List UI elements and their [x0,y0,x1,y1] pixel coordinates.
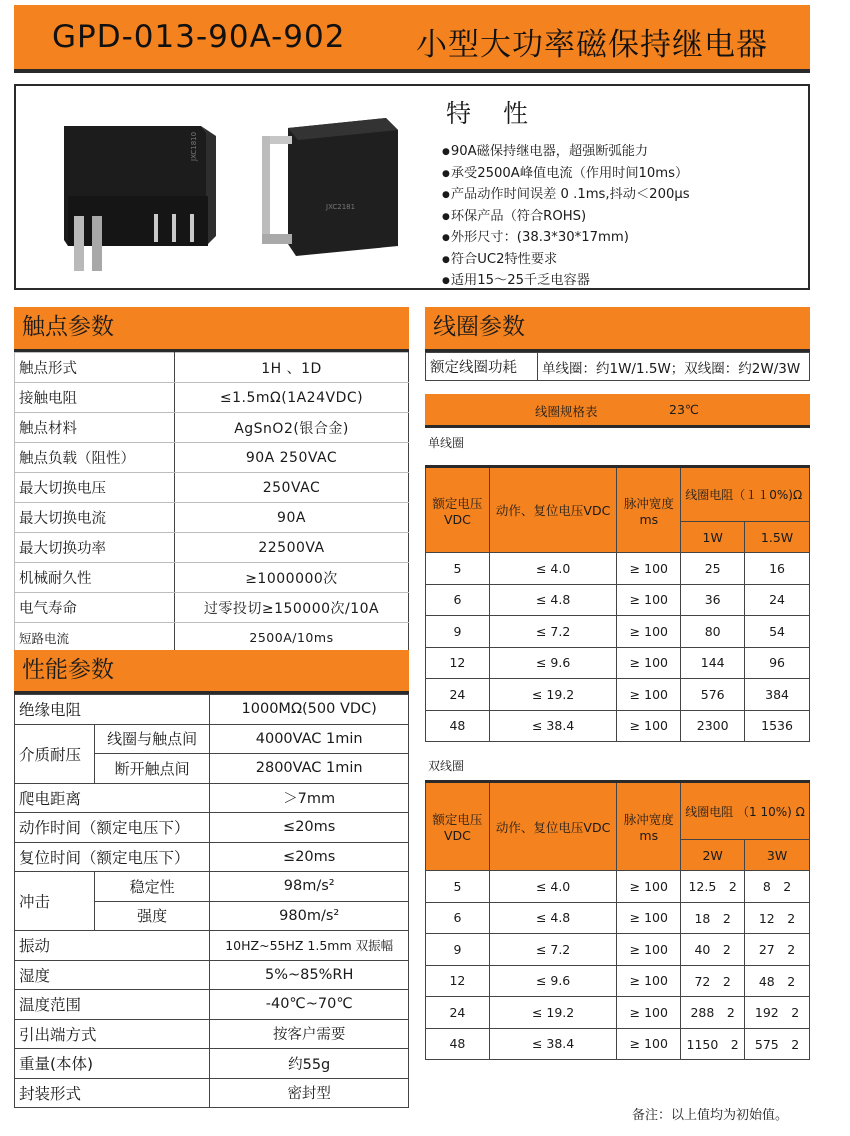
footnote: 备注：以上值均为初始值。 [632,1108,789,1123]
table-cell: 封装形式 [15,1078,210,1108]
table-cell: ≤20ms [210,842,409,872]
feature-item: ● 产品动作时间误差 0 .1ms,抖动＜200μs [442,185,690,207]
table-cell: 接触电阻 [15,383,175,413]
table-cell: 6 [426,902,490,934]
table-cell: ≤ 7.2 [489,934,617,966]
table-cell: ≥ 100 [617,1028,681,1060]
table-row [15,931,409,961]
table-cell: ≤ 19.2 [489,997,617,1029]
table-row [426,553,810,585]
table-cell: 5%~85%RH [210,960,409,990]
table-header: 线圈电阻 （1 10%) Ω [681,782,810,840]
table-cell: -40℃~70℃ [210,990,409,1020]
table-cell: 触点负载（阻性） [15,443,175,473]
table-cell: 22500VA [175,533,409,563]
table-cell: 介质耐压 [15,724,95,783]
table-header: 1.5W [745,522,810,553]
feature-title: 特 性 [446,99,540,128]
table-header: 脉冲宽度ms [617,782,681,871]
coil-spec-title: 线圈规格表 [535,404,598,419]
table-cell: 电气寿命 [15,593,175,623]
table-row [15,1078,409,1108]
svg-text:JXC2181: JXC2181 [326,203,356,211]
table-cell: AgSnO2(银合金) [175,413,409,443]
table-cell: 断开触点间 [94,754,210,784]
table-cell: 9 [426,616,490,648]
table-cell: ≥ 100 [617,553,681,585]
table-row [15,1019,409,1049]
table-cell: ≥ 100 [617,710,681,742]
table-cell: 48 2 [745,965,810,997]
table-cell: 6 [426,584,490,616]
table-row [426,902,810,934]
single-coil-table [425,465,810,742]
table-cell: 5 [426,553,490,585]
table-header: 动作、复位电压VDC [489,467,617,553]
table-row [426,965,810,997]
single-coil-label: 单线圈 [428,436,465,450]
table-cell: 爬电距离 [15,783,210,813]
table-row [15,1049,409,1079]
table-cell: 288 2 [681,997,745,1029]
table-cell: 1000MΩ(500 VDC) [210,695,409,725]
table-row [426,353,810,381]
table-cell: ≤ 9.6 [489,647,617,679]
table-cell: 144 [681,647,745,679]
table-cell: ≤ 4.8 [489,902,617,934]
relay-photo [26,96,436,280]
relay-front-image [64,126,216,271]
table-row [426,782,810,840]
table-cell: ≤ 4.8 [489,584,617,616]
table-cell: 振动 [15,931,210,961]
feature-item: ● 承受2500A峰值电流（作用时间10ms） [442,164,690,186]
table-cell: ≥ 100 [617,679,681,711]
table-cell: 40 2 [681,934,745,966]
table-row [426,1028,810,1060]
table-cell: 稳定性 [94,872,210,902]
table-row [15,413,409,443]
feature-item: ● 90A磁保持继电器，超强断弧能力 [442,142,690,164]
table-row [426,710,810,742]
table-cell: ＞7mm [210,783,409,813]
coil-section-title: 线圈参数 [425,307,810,352]
table-cell: 36 [681,584,745,616]
table-cell: 1150 2 [681,1028,745,1060]
table-cell: ≤ 9.6 [489,965,617,997]
table-cell: 绝缘电阻 [15,695,210,725]
table-cell: ≥ 100 [617,616,681,648]
table-cell: 复位时间（额定电压下） [15,842,210,872]
table-cell: 最大切换电流 [15,503,175,533]
table-row [15,623,409,653]
table-cell: ≤ 19.2 [489,679,617,711]
table-cell: 冲击 [15,872,95,931]
table-cell: 重量(本体) [15,1049,210,1079]
table-cell: 引出端方式 [15,1019,210,1049]
table-cell: ≥ 100 [617,997,681,1029]
table-cell: 8 2 [745,871,810,903]
table-cell: 12 [426,965,490,997]
table-cell: 24 [745,584,810,616]
performance-section-title: 性能参数 [14,650,409,694]
table-row [15,872,409,902]
table-cell: 96 [745,647,810,679]
table-row [15,960,409,990]
table-cell: 48 [426,710,490,742]
table-row [15,473,409,503]
table-header: 动作、复位电压VDC [489,782,617,871]
table-row [426,647,810,679]
table-cell: 24 [426,997,490,1029]
table-cell: ≤20ms [210,813,409,843]
table-header: 1W [681,522,745,553]
table-row [15,593,409,623]
table-row [15,813,409,843]
table-row [15,443,409,473]
table-cell: 80 [681,616,745,648]
table-cell: 575 2 [745,1028,810,1060]
table-cell: 98m/s² [210,872,409,902]
table-cell: 384 [745,679,810,711]
table-cell: 4000VAC 1min [210,724,409,754]
table-cell: 最大切换电压 [15,473,175,503]
table-cell: 密封型 [210,1078,409,1108]
table-cell: ≥ 100 [617,871,681,903]
table-row [426,997,810,1029]
table-cell: 25 [681,553,745,585]
table-cell: 按客户需要 [210,1019,409,1049]
contact-section-title: 触点参数 [14,307,409,352]
table-cell: 温度范围 [15,990,210,1020]
table-cell: 12.5 2 [681,871,745,903]
contact-table [14,352,409,653]
table-cell: 10HZ~55HZ 1.5mm 双振幅 [210,931,409,961]
table-cell: ≤ 38.4 [489,1028,617,1060]
table-cell: ≥ 100 [617,965,681,997]
table-row [426,934,810,966]
table-row [15,842,409,872]
table-cell: 24 [426,679,490,711]
table-cell: ≤ 38.4 [489,710,617,742]
table-cell: 90A [175,503,409,533]
table-cell: 机械耐久性 [15,563,175,593]
table-cell: 980m/s² [210,901,409,931]
table-header: 3W [745,840,810,871]
table-cell: 动作时间（额定电压下） [15,813,210,843]
table-row [15,383,409,413]
table-cell: ≥ 100 [617,934,681,966]
table-cell: ≥1000000次 [175,563,409,593]
table-cell: 250VAC [175,473,409,503]
table-row [426,871,810,903]
table-cell: 强度 [94,901,210,931]
table-cell: 1536 [745,710,810,742]
table-cell: 576 [681,679,745,711]
table-cell: 湿度 [15,960,210,990]
coil-spec-temp: 23℃ [669,402,699,417]
table-header: 额定电压VDC [426,782,490,871]
table-cell: ≥ 100 [617,902,681,934]
table-cell: ≤ 7.2 [489,616,617,648]
table-cell: 1H 、1D [175,353,409,383]
table-row [426,467,810,522]
svg-text:JXC1810: JXC1810 [190,131,198,161]
double-coil-label: 双线圈 [428,759,465,773]
table-row [15,503,409,533]
table-cell: 线圈与触点间 [94,724,210,754]
table-row [15,563,409,593]
table-header: 额定电压VDC [426,467,490,553]
table-cell: 27 2 [745,934,810,966]
table-cell: 额定线圈功耗 [426,353,538,381]
feature-item: ● 适用15～25千乏电容器 [442,271,690,293]
table-header: 脉冲宽度ms [617,467,681,553]
table-cell: 5 [426,871,490,903]
table-cell: 192 2 [745,997,810,1029]
coil-spec-bar [425,394,810,428]
table-cell: 触点材料 [15,413,175,443]
table-cell: 48 [426,1028,490,1060]
table-header: 线圈电阻（１１0%)Ω [681,467,810,522]
table-cell: 90A 250VAC [175,443,409,473]
table-cell: 2300 [681,710,745,742]
table-cell: 单线圈：约1W/1.5W；双线圈：约2W/3W [538,353,810,381]
table-header: 2W [681,840,745,871]
header-bar [14,5,810,73]
model-number: GPD-013-90A-902 [52,19,346,55]
table-row [15,724,409,754]
product-name: 小型大功率磁保持继电器 [416,27,768,63]
table-cell: 54 [745,616,810,648]
table-row [426,616,810,648]
feature-list [442,142,690,293]
feature-box [14,84,810,290]
table-cell: 短路电流 [15,623,175,653]
table-row [15,695,409,725]
table-cell: 72 2 [681,965,745,997]
table-cell: 12 [426,647,490,679]
table-cell: 2500A/10ms [175,623,409,653]
double-coil-table [425,780,810,1060]
table-cell: ≤ 4.0 [489,553,617,585]
table-row [15,533,409,563]
performance-table [14,694,409,1108]
table-row [15,783,409,813]
table-cell: 约55g [210,1049,409,1079]
feature-item: ● 环保产品（符合ROHS) [442,207,690,229]
table-cell: ≥ 100 [617,584,681,616]
table-cell: ≤ 4.0 [489,871,617,903]
coil-power-table [425,352,810,381]
table-cell: 16 [745,553,810,585]
table-row [15,353,409,383]
table-cell: 过零投切≥150000次/10A [175,593,409,623]
table-cell: 2800VAC 1min [210,754,409,784]
table-cell: ≤1.5mΩ(1A24VDC) [175,383,409,413]
table-cell: 触点形式 [15,353,175,383]
feature-item: ● 符合UC2特性要求 [442,250,690,272]
table-cell: 18 2 [681,902,745,934]
table-cell: 最大切换功率 [15,533,175,563]
table-cell: ≥ 100 [617,647,681,679]
table-cell: 9 [426,934,490,966]
table-row [426,679,810,711]
table-row [15,990,409,1020]
relay-angle-image [262,118,398,256]
table-row [426,584,810,616]
feature-item: ● 外形尺寸：(38.3*30*17mm) [442,228,690,250]
table-cell: 12 2 [745,902,810,934]
